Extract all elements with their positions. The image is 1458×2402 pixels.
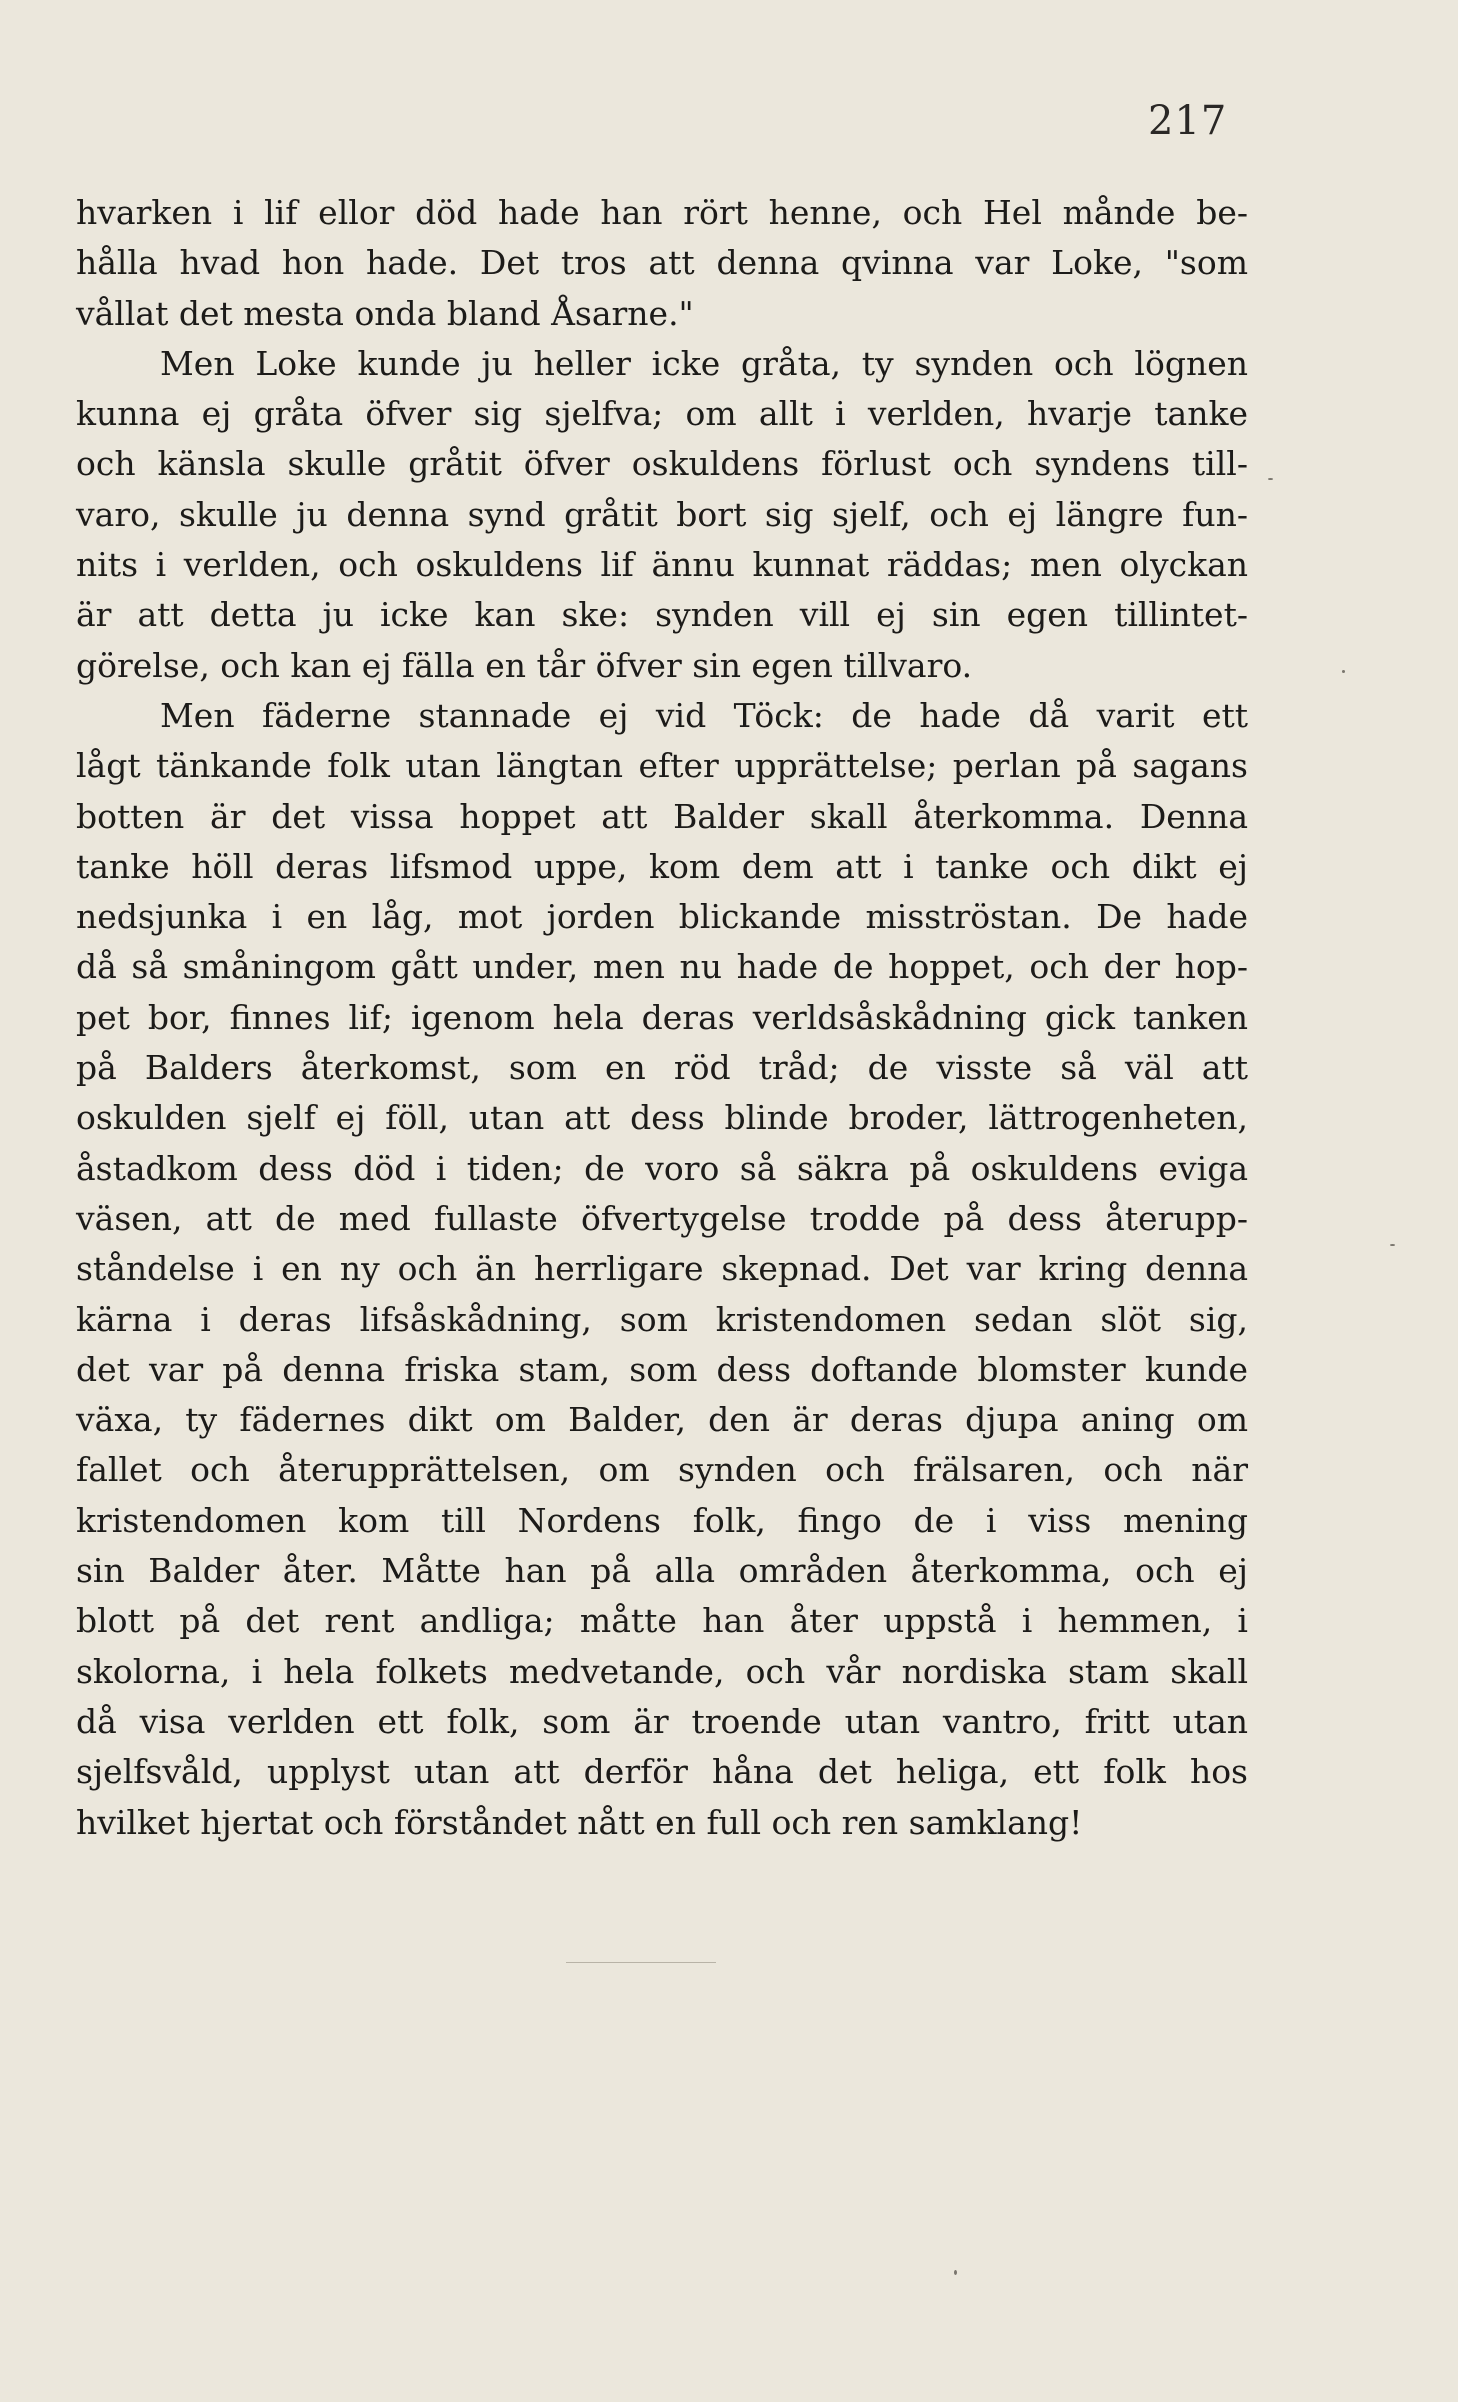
text-line: väsen, att de med fullaste öfvertygelse trodde på dess återupp- [76,1198,1248,1238]
text-line: växa, ty fädernes dikt om Balder, den är deras djupa aning om [76,1400,1248,1440]
bottom-divider [566,1962,716,1963]
text-line: sjelfsvåld, upplyst utan att derför håna det heliga, ett folk hos [76,1752,1248,1792]
text-line: pet bor, finnes lif; igenom hela deras verldsåskådning gick tanken [76,997,1248,1037]
text-line: vållat det mesta onda bland Åsarne." [76,293,694,333]
text-line: ståndelse i en ny och än herrligare skepnad. Det var kring denna [76,1249,1248,1289]
text-line: skolorna, i hela folkets medvetande, och vår nordiska stam skall [76,1651,1248,1691]
paper-speck [954,2270,957,2275]
text-line: nits i verlden, och oskuldens lif ännu kunnat räddas; men olyckan [76,545,1248,585]
text-line: botten är det vissa hoppet att Balder skall återkomma. Denna [76,796,1248,836]
text-line: hvarken i lif ellor död hade han rört henne, och Hel månde be- [76,193,1248,232]
text-line: sin Balder åter. Måtte han på alla områden återkomma, och ej [76,1551,1248,1591]
paper-speck [1268,478,1273,480]
text-line: kunna ej gråta öfver sig sjelfva; om allt i verlden, hvarje tanke [76,394,1248,434]
text-line: det var på denna friska stam, som dess doftande blomster kunde [76,1349,1248,1389]
text-line: Men Loke kunde ju heller icke gråta, ty synden och lögnen [160,343,1248,383]
text-line: då så småningom gått under, men nu hade de hoppet, och der hop- [76,947,1248,987]
text-line: och känsla skulle gråtit öfver oskuldens förlust och syndens till- [76,444,1248,484]
text-line: blott på det rent andliga; måtte han åter uppstå i hemmen, i [76,1601,1248,1641]
text-line: lågt tänkande folk utan längtan efter upprättelse; perlan på sagans [76,746,1248,786]
text-line: åstadkom dess död i tiden; de voro så säkra på oskuldens eviga [76,1148,1248,1188]
paper-speck [1390,1244,1395,1246]
text-line: varo, skulle ju denna synd gråtit bort sig sjelf, och ej längre fun- [76,494,1248,534]
text-line: kärna i deras lifsåskådning, som kristendomen sedan slöt sig, [76,1299,1248,1339]
text-line: hvilket hjertat och förståndet nått en full och ren samklang! [76,1802,1083,1842]
body-text [76,188,1248,1848]
text-line: nedsjunka i en låg, mot jorden blickande misströstan. De hade [76,897,1248,937]
paper-speck [1342,670,1345,673]
text-line: hålla hvad hon hade. Det tros att denna qvinna var Loke, "som [76,243,1248,283]
text-line: kristendomen kom till Nordens folk, fingo de i viss mening [76,1500,1248,1540]
text-line: tanke höll deras lifsmod uppe, kom dem att i tanke och dikt ej [76,846,1248,886]
text-line: fallet och återupprättelsen, om synden och frälsaren, och när [76,1450,1248,1490]
text-line: då visa verlden ett folk, som är troende utan vantro, fritt utan [76,1701,1248,1741]
text-line: oskulden sjelf ej föll, utan att dess blinde broder, lättrogenheten, [76,1098,1248,1138]
text-line: på Balders återkomst, som en röd tråd; de visste så väl att [76,1048,1248,1088]
text-line: görelse, och kan ej fälla en tår öfver sin egen tillvaro. [76,645,973,685]
page-number: 217 [1148,98,1228,144]
text-line: är att detta ju icke kan ske: synden vill ej sin egen tillintet- [76,595,1248,635]
text-line: Men fäderne stannade ej vid Töck: de hade då varit ett [160,695,1248,735]
